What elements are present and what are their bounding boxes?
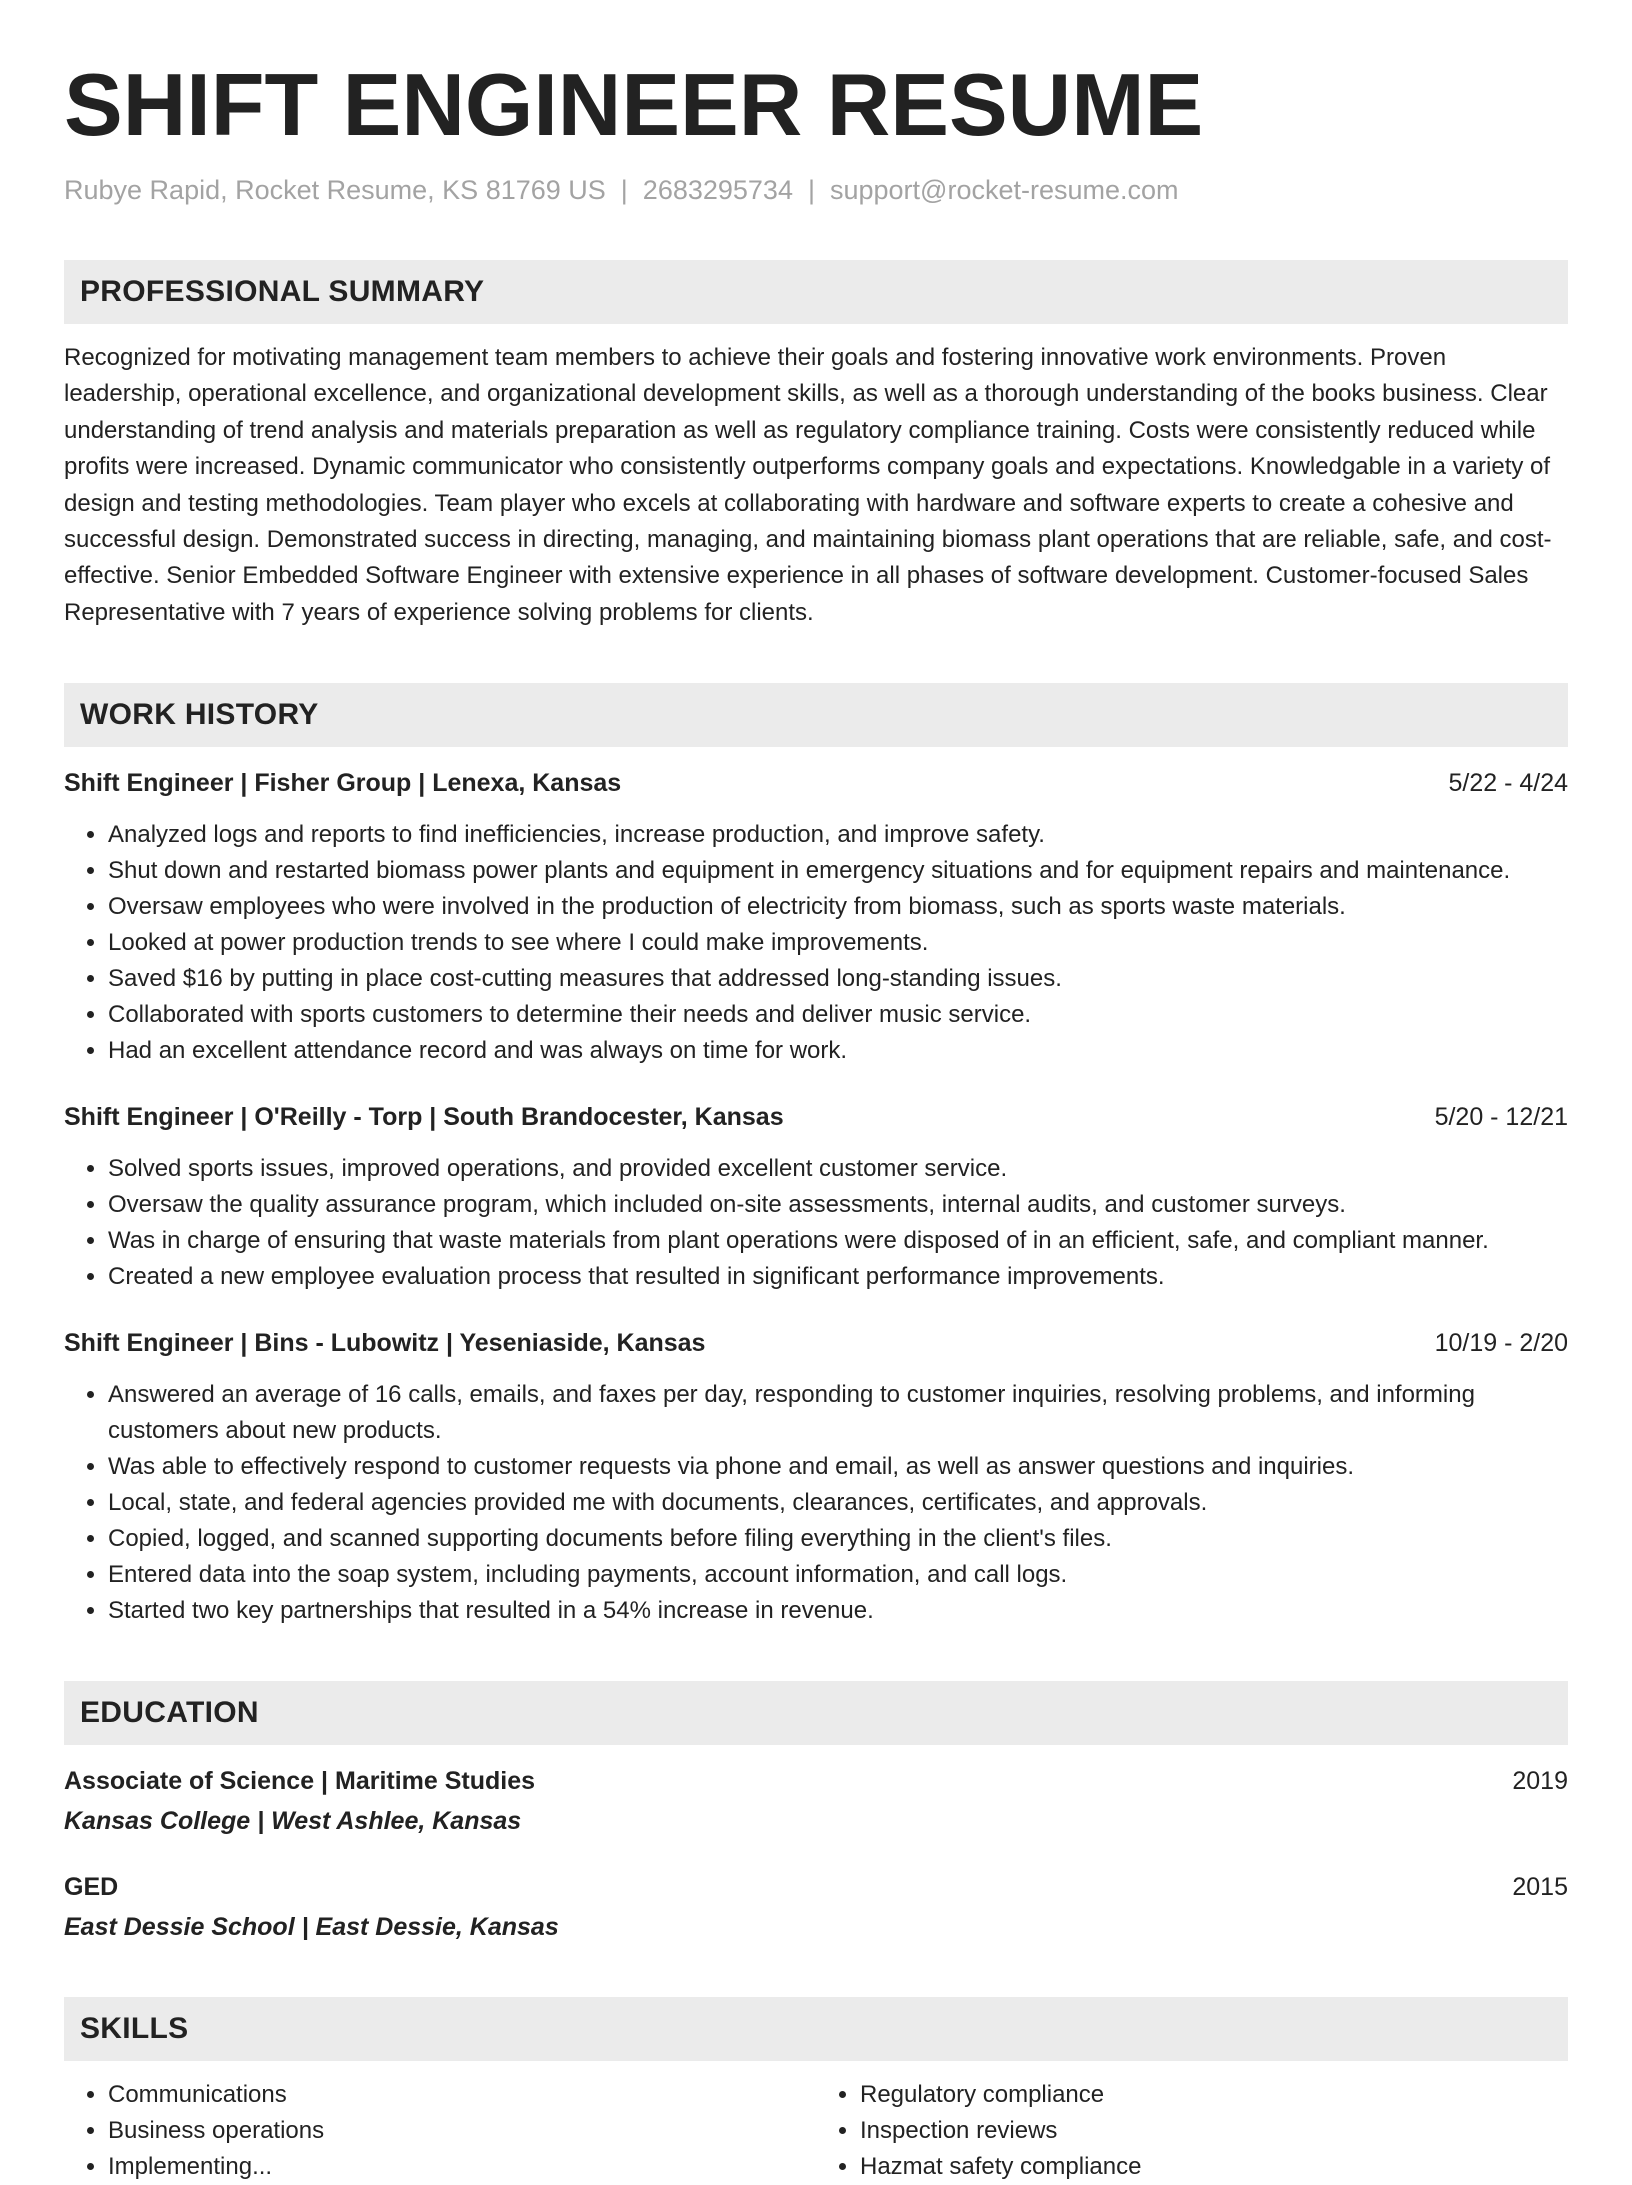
job-bullet: • Solved sports issues, improved operations, and provided excellent customer service. xyxy=(108,1151,1568,1187)
job-header xyxy=(64,1099,1568,1135)
job-title: Shift Engineer | O'Reilly - Torp | South Brandocester, Kansas xyxy=(64,1103,784,1132)
contact-phone: 2683295734 xyxy=(642,175,793,205)
job-title: Shift Engineer | Bins - Lubowitz | Yeseniaside, Kansas xyxy=(64,1329,706,1358)
job-bullet: • Started two key partnerships that resulted in a 54% increase in revenue. xyxy=(108,1593,1568,1629)
job-dates: 10/19 - 2/20 xyxy=(1434,1329,1568,1358)
contact-address: Rubye Rapid, Rocket Resume, KS 81769 US xyxy=(64,175,606,205)
skill-item: • Regulatory compliance xyxy=(860,2077,1568,2113)
job-header xyxy=(64,1325,1568,1361)
job-bullet: • Analyzed logs and reports to find inefficiencies, increase production, and improve safety. xyxy=(108,817,1568,853)
job-bullet: • Collaborated with sports customers to determine their needs and deliver music service. xyxy=(108,997,1568,1033)
section-heading-education: EDUCATION xyxy=(64,1681,1568,1745)
job-bullet: • Answered an average of 16 calls, emails, and faxes per day, responding to customer inquiries, resolving problems, and informing customers about new products. xyxy=(108,1377,1568,1449)
contact-separator: | xyxy=(807,175,815,205)
skills-column-right xyxy=(816,2077,1568,2185)
job-dates: 5/20 - 12/21 xyxy=(1434,1103,1568,1132)
job-header xyxy=(64,765,1568,801)
job-bullet: • Shut down and restarted biomass power plants and equipment in emergency situations and for equipment repairs and maintenance. xyxy=(108,853,1568,889)
education-header xyxy=(64,1763,1568,1799)
section-heading-skills: SKILLS xyxy=(64,1997,1568,2061)
skills-list xyxy=(64,2077,1568,2185)
contact-line xyxy=(64,172,1568,208)
skill-item: • Inspection reviews xyxy=(860,2113,1568,2149)
job-bullet: • Copied, logged, and scanned supporting documents before filing everything in the client's files. xyxy=(108,1521,1568,1557)
skill-item: • Business operations xyxy=(108,2113,816,2149)
contact-email: support@rocket-resume.com xyxy=(829,175,1179,205)
skill-item: • Implementing... xyxy=(108,2149,816,2185)
job-bullet: • Entered data into the soap system, including payments, account information, and call logs. xyxy=(108,1557,1568,1593)
education-entry xyxy=(64,1869,1568,1945)
job-bullets xyxy=(64,1377,1568,1629)
job-bullet: • Was able to effectively respond to customer requests via phone and email, as well as answer questions and inquiries. xyxy=(108,1449,1568,1485)
education-year: 2015 xyxy=(1512,1873,1568,1902)
education-degree: Associate of Science | Maritime Studies xyxy=(64,1767,536,1796)
education-degree: GED xyxy=(64,1873,119,1902)
skills-column-left xyxy=(64,2077,816,2185)
job-entry xyxy=(64,1325,1568,1629)
job-bullet: • Saved $16 by putting in place cost-cutting measures that addressed long-standing issues. xyxy=(108,961,1568,997)
resume-title: SHIFT ENGINEER RESUME xyxy=(64,55,1204,154)
job-bullets xyxy=(64,1151,1568,1295)
education-school: East Dessie School | East Dessie, Kansas xyxy=(64,1913,559,1942)
job-entry xyxy=(64,765,1568,1069)
skill-item: • Communications xyxy=(108,2077,816,2113)
education-header xyxy=(64,1869,1568,1905)
job-bullet: • Created a new employee evaluation process that resulted in significant performance improvements. xyxy=(108,1259,1568,1295)
section-heading-summary: PROFESSIONAL SUMMARY xyxy=(64,260,1568,324)
job-bullet: • Was in charge of ensuring that waste materials from plant operations were disposed of in an efficient, safe, and compliant manner. xyxy=(108,1223,1568,1259)
job-dates: 5/22 - 4/24 xyxy=(1448,769,1568,798)
education-entry xyxy=(64,1763,1568,1839)
contact-separator: | xyxy=(620,175,628,205)
summary-text: Recognized for motivating management team members to achieve their goals and fostering innovative work environments. Proven leadership, operational excellence, and organizational development skills, as well as a thorough understanding of the books business. Clear understanding of trend analysis and materials preparation as well as regulatory compliance training. Costs were consistently reduced while profits were increased. Dynamic communicator who consistently outperforms company goals and expectations. Knowledgable in a variety of design and testing methodologies. Team player who excels at collaborating with hardware and software experts to create a cohesive and successful design. Demonstrated success in directing, managing, and maintaining biomass plant operations that are reliable, safe, and cost-effective. Senior Embedded Software Engineer with extensive experience in all phases of software development. Customer-focused Sales Representative with 7 years of experience solving problems for clients. xyxy=(64,344,1552,626)
section-heading-work: WORK HISTORY xyxy=(64,683,1568,747)
education-year: 2019 xyxy=(1512,1767,1568,1796)
job-title: Shift Engineer | Fisher Group | Lenexa, Kansas xyxy=(64,769,622,798)
job-bullet: • Local, state, and federal agencies provided me with documents, clearances, certificates, and approvals. xyxy=(108,1485,1568,1521)
job-bullet: • Oversaw employees who were involved in the production of electricity from biomass, such as sports waste materials. xyxy=(108,889,1568,925)
education-school: Kansas College | West Ashlee, Kansas xyxy=(64,1807,522,1836)
job-bullet: • Looked at power production trends to see where I could make improvements. xyxy=(108,925,1568,961)
skill-item: • Hazmat safety compliance xyxy=(860,2149,1568,2185)
job-bullet: • Had an excellent attendance record and was always on time for work. xyxy=(108,1033,1568,1069)
job-bullets xyxy=(64,817,1568,1069)
job-bullet: • Oversaw the quality assurance program, which included on-site assessments, internal audits, and customer surveys. xyxy=(108,1187,1568,1223)
job-entry xyxy=(64,1099,1568,1295)
